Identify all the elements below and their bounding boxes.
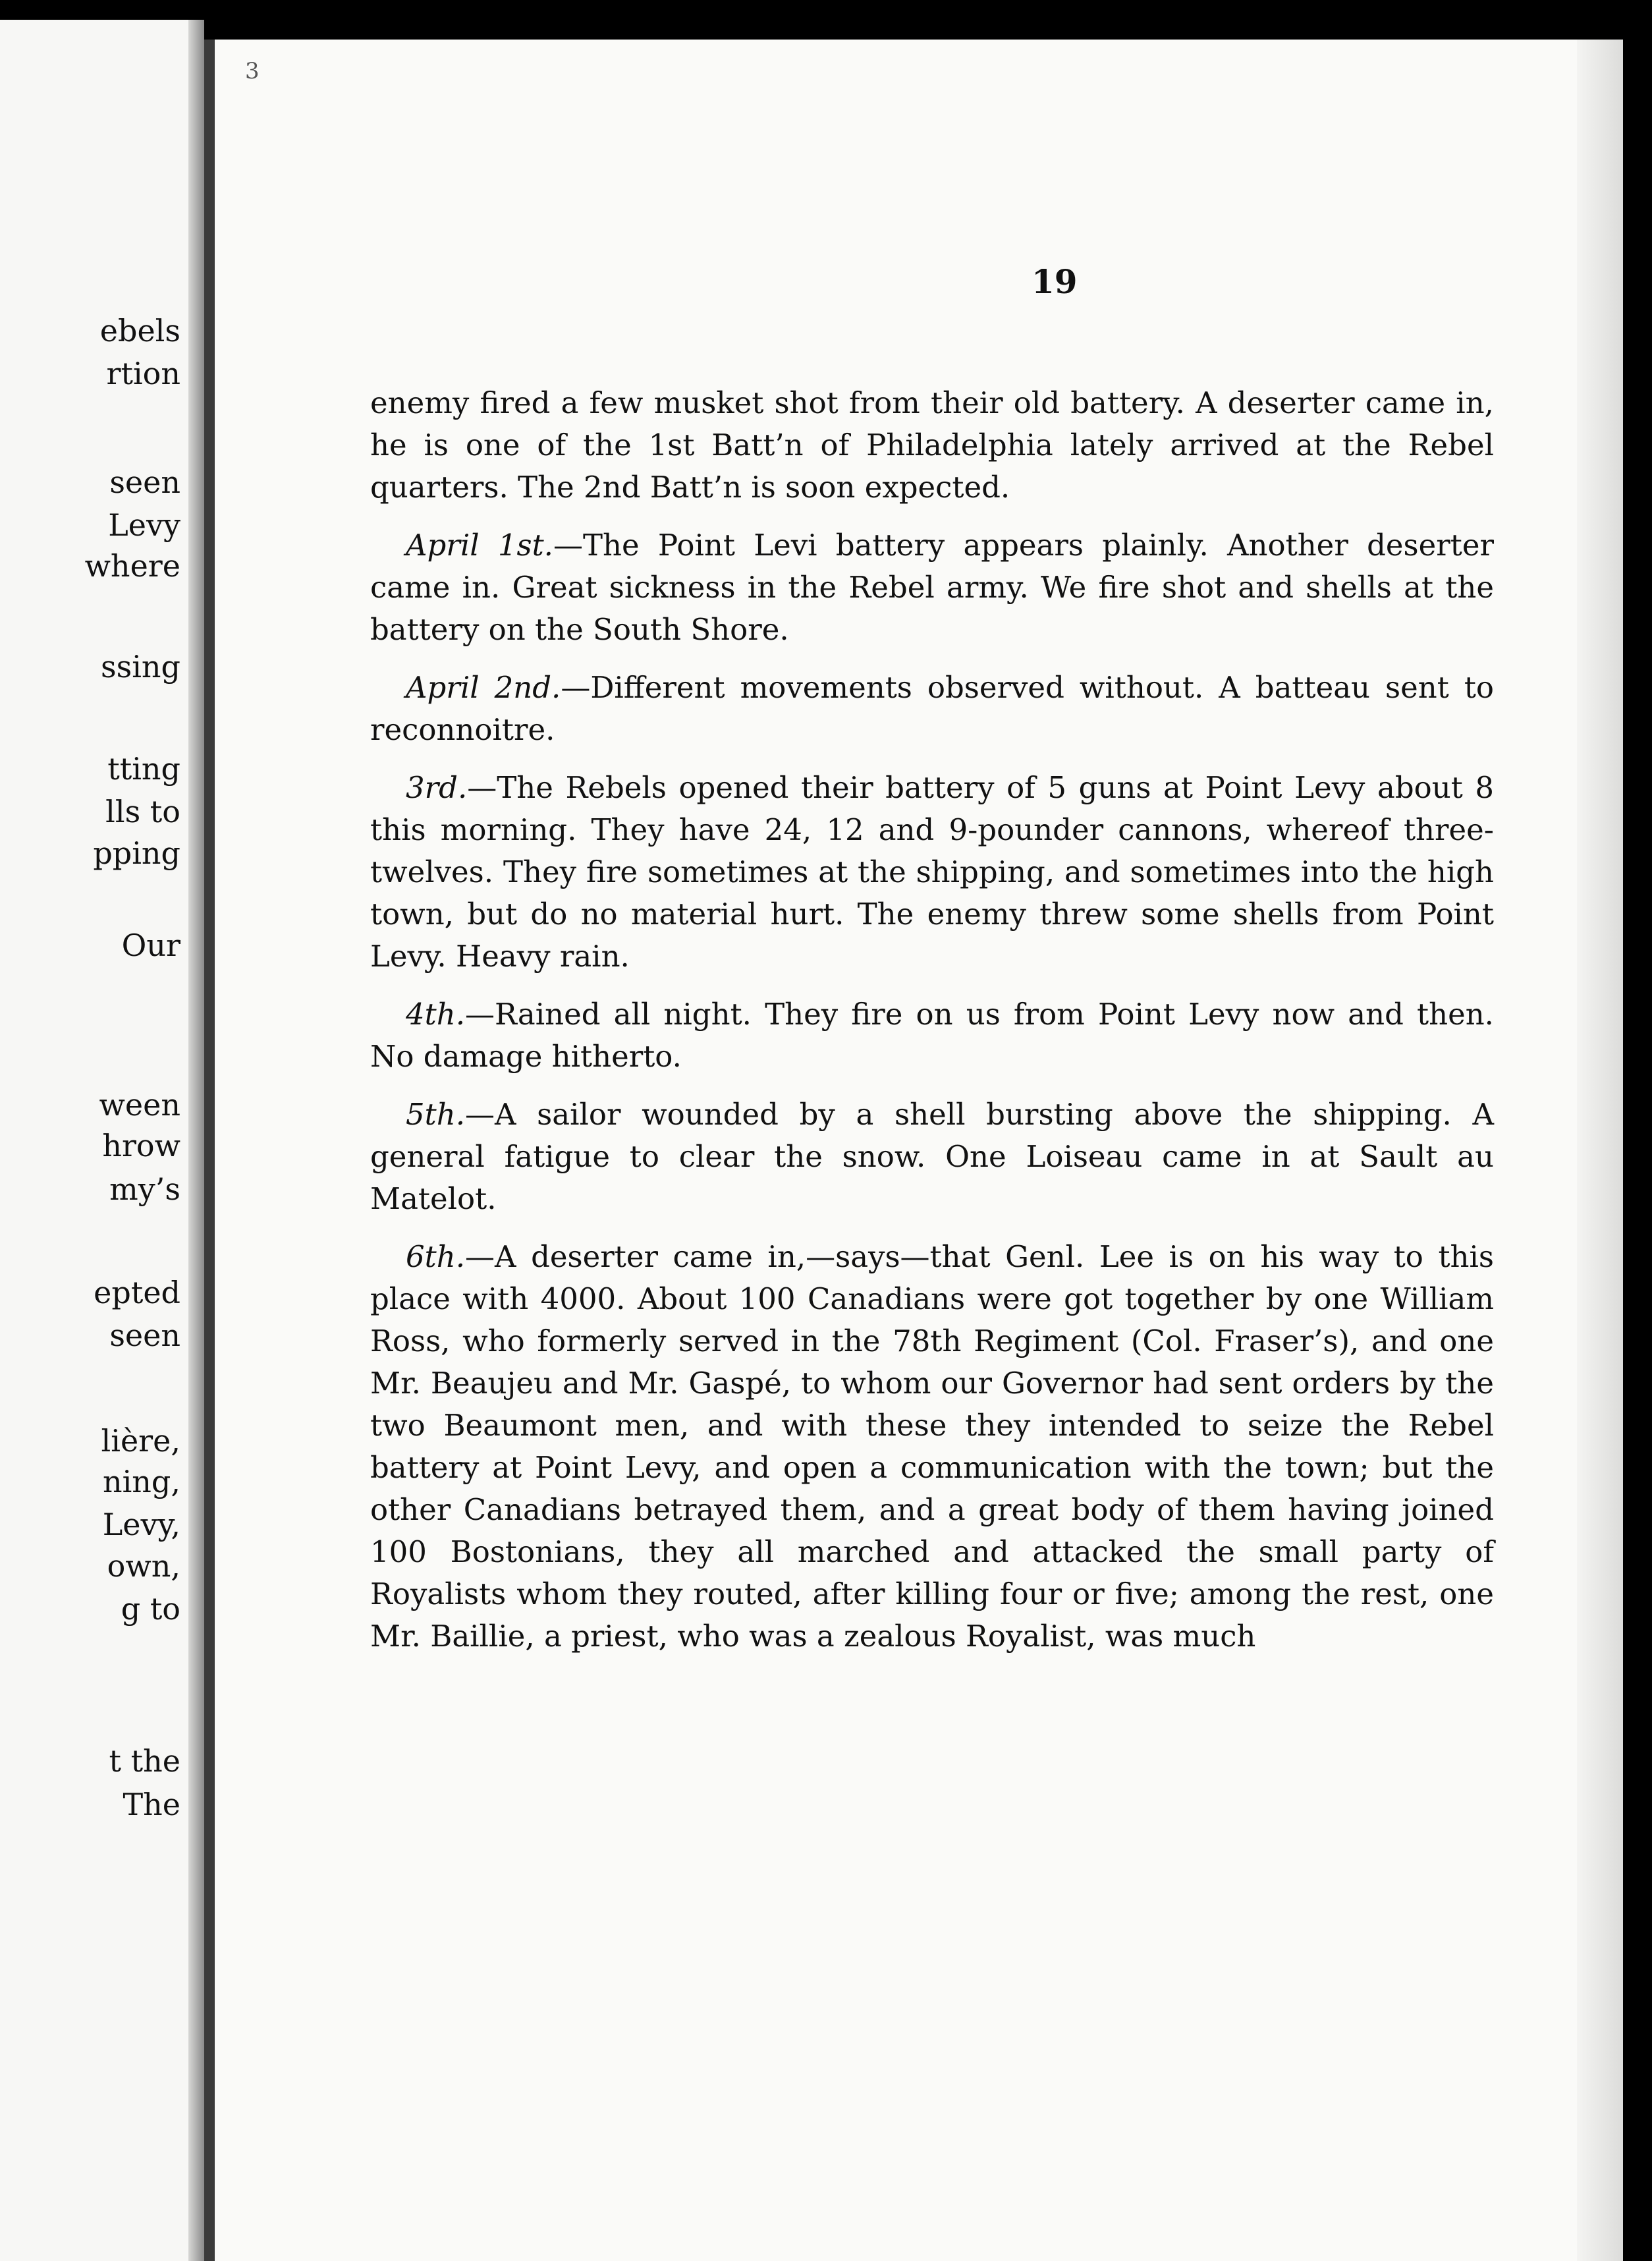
entry-date: 5th. xyxy=(406,1097,465,1132)
entry-text: —A deserter came in,—says—that Genl. Lee is on his way to this place with 4000. About 100 Canadians were got together by one William Ross, who formerly served in the 78th Regiment (Col. Fraser’s), and one Mr. Beaujeu and Mr. Gaspé, to whom our Governor had sent orders by the two Beaumont men, and with these they intended to seize the Rebel battery at Point Levy, and open a communication with the town; but the other Canadians betrayed them, and a great body of them having joined 100 Bostonians, they all marched and attacked the small party of Royalists whom they routed, after killing four or five; among the rest, one Mr. Baillie, a priest, who was a zealous Royalist, was much xyxy=(370,1239,1494,1654)
paragraph xyxy=(370,524,1494,651)
page-number: 19 xyxy=(1032,262,1078,301)
paragraph xyxy=(370,667,1494,751)
paragraph xyxy=(370,1094,1494,1220)
entry-date: 3rd. xyxy=(406,770,468,805)
previous-page-line-fragment: The xyxy=(123,1787,180,1822)
paragraph xyxy=(370,993,1494,1078)
entry-date: 6th. xyxy=(406,1239,465,1274)
previous-page-line-fragment: seen xyxy=(109,1318,180,1353)
book-spine xyxy=(204,40,215,2261)
previous-page-line-fragment: hrow xyxy=(102,1128,180,1163)
previous-page-line-fragment: tting xyxy=(107,751,180,787)
entry-date: April 1st. xyxy=(406,528,553,563)
paragraph xyxy=(370,767,1494,978)
previous-page-line-fragment: own, xyxy=(107,1548,180,1584)
previous-page-line-fragment: ssing xyxy=(101,649,180,684)
previous-page-line-fragment: Levy xyxy=(108,507,180,543)
entry-text: —Different movements observed without. A batteau sent to reconnoitre. xyxy=(370,670,1494,747)
previous-page-line-fragment: pping xyxy=(93,835,180,871)
previous-page-line-fragment: Levy, xyxy=(102,1507,180,1542)
previous-page-line-fragment: ning, xyxy=(102,1464,180,1499)
entry-text: —The Point Levi battery appears plainly. Another deserter came in. Great sickness in the Rebel army. We fire shot and shells at the battery on the South Shore. xyxy=(370,528,1495,647)
page-edge xyxy=(1577,40,1623,2261)
previous-page-line-fragment: lière, xyxy=(101,1423,180,1459)
entry-text: —The Rebels opened their battery of 5 guns at Point Levy about 8 this morning. They have 24, 12 and 9-pounder cannons, whereof three-twelves. They fire sometimes at the shipping, and sometimes into the high town, but do no material hurt. The enemy threw some shells from Point Levy. Heavy rain. xyxy=(370,770,1494,974)
body-text xyxy=(370,382,1494,1673)
previous-page-line-fragment: my’s xyxy=(109,1171,180,1207)
paragraph xyxy=(370,1236,1494,1658)
entry-text: —A sailor wounded by a shell bursting above the shipping. A general fatigue to clear the snow. One Loiseau came in at Sault au Matelot. xyxy=(370,1097,1494,1216)
previous-page-line-fragment: rtion xyxy=(106,356,180,391)
current-page xyxy=(215,40,1623,2261)
gutter-shadow xyxy=(188,20,204,2261)
entry-date: April 2nd. xyxy=(406,670,561,705)
previous-page-line-fragment: ebels xyxy=(99,313,180,349)
entry-date: 4th. xyxy=(406,997,465,1032)
previous-page-line-fragment: t the xyxy=(109,1743,180,1779)
previous-page-line-fragment: epted xyxy=(94,1275,180,1310)
previous-page-fragment xyxy=(0,20,204,2261)
previous-page-line-fragment: Our xyxy=(121,928,180,963)
entry-text: enemy fired a few musket shot from their old battery. A deserter came in, he is one of the 1st Batt’n of Philadelphia lately arrived at the Rebel quarters. The 2nd Batt’n is soon expected. xyxy=(370,385,1494,505)
corner-pencil-mark: 3 xyxy=(245,58,260,84)
previous-page-line-fragment: seen xyxy=(109,464,180,500)
paragraph xyxy=(370,382,1494,509)
previous-page-line-fragment: g to xyxy=(121,1591,180,1627)
previous-page-line-fragment: ween xyxy=(99,1087,180,1123)
previous-page-line-fragment: where xyxy=(84,548,180,584)
previous-page-text xyxy=(0,20,188,2261)
previous-page-line-fragment: lls to xyxy=(105,794,180,829)
entry-text: —Rained all night. They fire on us from Point Levy now and then. No damage hitherto. xyxy=(370,997,1494,1074)
